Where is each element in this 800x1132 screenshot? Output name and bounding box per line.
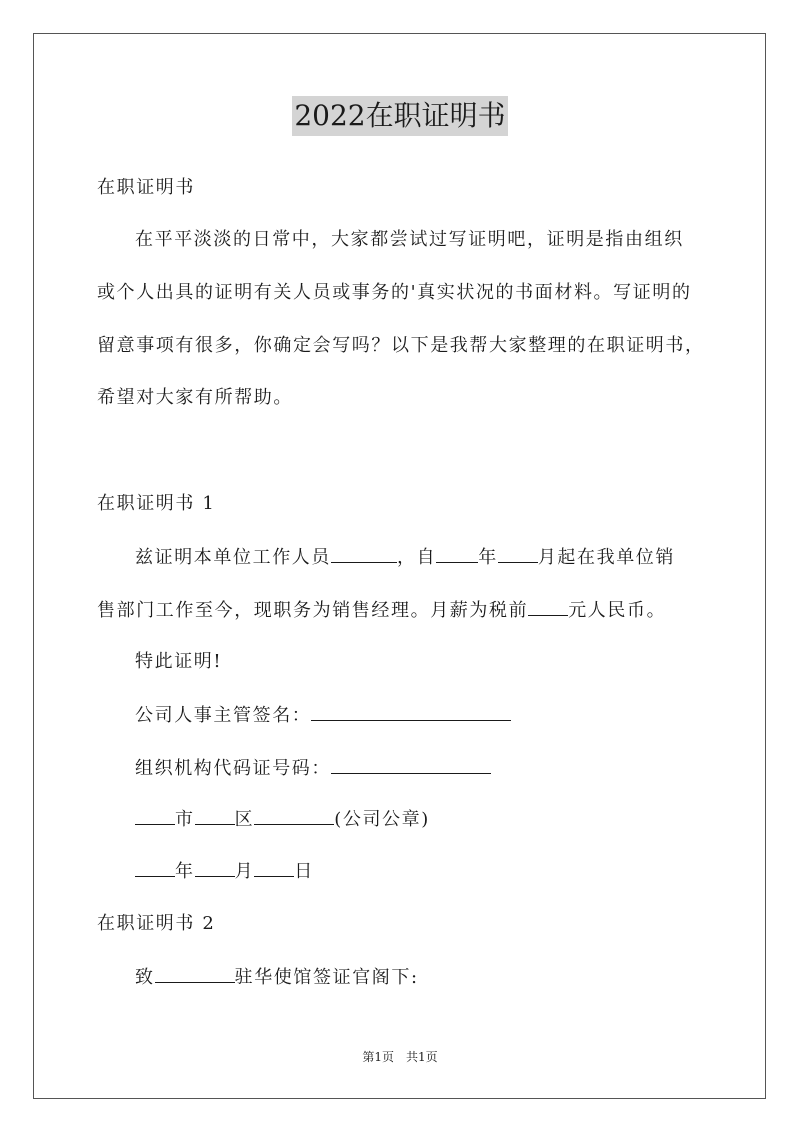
org-code-blank (331, 755, 491, 774)
section2-line1-text-b: 驻华使馆签证官阁下: (234, 967, 419, 988)
salary-blank (528, 597, 568, 616)
date-year-label: 年 (175, 861, 195, 882)
section1-line1-text-b: ，自 (397, 547, 437, 568)
org-code-label: 组织机构代码证号码： (135, 758, 331, 779)
document-title: 2022在职证明书 (292, 96, 507, 136)
intro-line-2: 或个人出具的证明有关人员或事务的'真实状况的书面材料。写证明的 (97, 282, 692, 303)
hr-sign-row (135, 702, 511, 728)
section1-line-1 (135, 544, 675, 570)
date-row (135, 858, 314, 884)
hr-sign-label: 公司人事主管签名： (135, 705, 312, 726)
employee-name-blank (331, 544, 397, 563)
date-month-blank (195, 858, 235, 877)
district-label: 区 (234, 809, 255, 830)
section2-heading: 在职证明书 2 (97, 913, 216, 934)
special-certify: 特此证明! (135, 651, 223, 672)
city-blank (135, 806, 175, 825)
hr-sign-blank (311, 702, 511, 721)
section2-line1-text-a: 致 (135, 967, 155, 988)
section1-heading: 在职证明书 1 (97, 493, 216, 514)
intro-line-4: 希望对大家有所帮助。 (97, 387, 293, 408)
embassy-blank (155, 964, 235, 983)
section1-line1-text-d: 月起在我单位销 (537, 547, 676, 568)
location-row (135, 806, 430, 832)
org-code-row (135, 755, 491, 781)
section1-line2-text-a: 售部门工作至今，现职务为销售经理。月薪为税前 (97, 600, 529, 621)
start-month-blank (498, 544, 538, 563)
city-label: 市 (175, 809, 195, 830)
date-day-blank (254, 858, 294, 877)
date-day-label: 日 (294, 861, 314, 882)
section2-line-1 (135, 964, 419, 990)
intro-heading: 在职证明书 (97, 177, 195, 198)
title-wrap (0, 96, 800, 136)
district-blank (195, 806, 235, 825)
page-footer: 第1页 共1页 (362, 1050, 438, 1064)
section1-line1-text-a: 兹证明本单位工作人员 (135, 547, 331, 568)
start-year-blank (436, 544, 478, 563)
intro-line-3: 留意事项有很多，你确定会写吗？以下是我帮大家整理的在职证明书， (97, 335, 705, 356)
seal-label: (公司公章) (334, 809, 430, 830)
section1-line-2 (97, 597, 666, 623)
intro-line-1: 在平平淡淡的日常中，大家都尝试过写证明吧，证明是指由组织 (135, 229, 684, 250)
date-month-label: 月 (234, 861, 255, 882)
company-blank (254, 806, 334, 825)
section1-line2-text-b: 元人民币。 (568, 600, 667, 621)
date-year-blank (135, 858, 175, 877)
section1-line1-text-c: 年 (478, 547, 498, 568)
